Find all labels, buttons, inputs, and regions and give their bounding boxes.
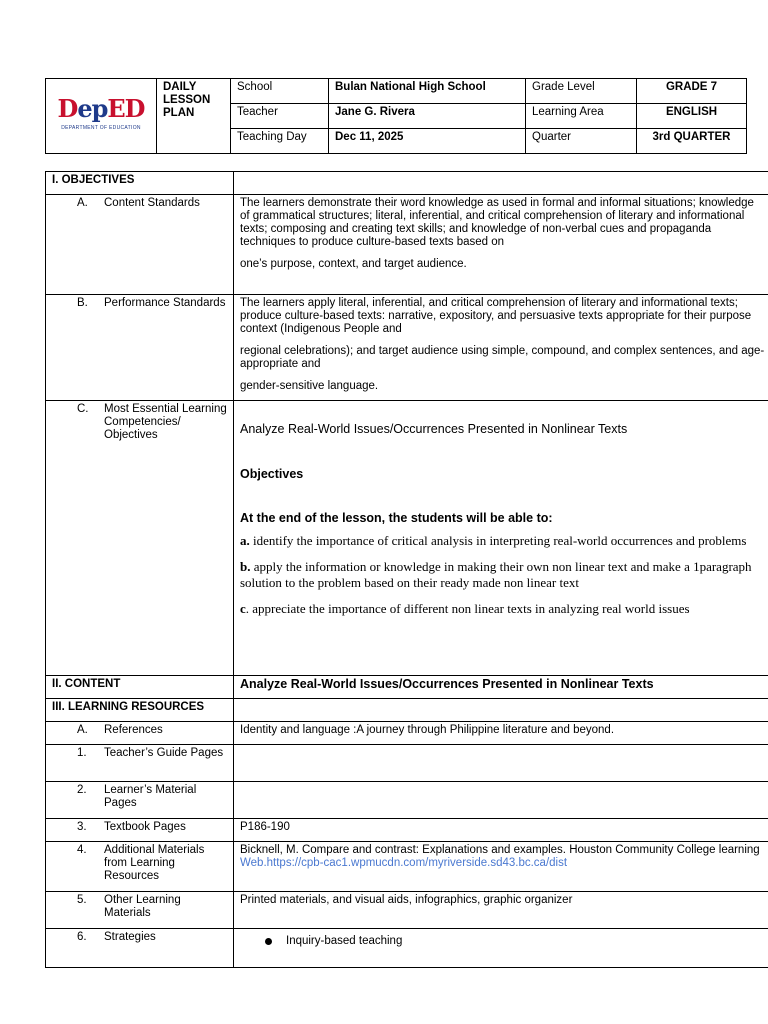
other-materials-row [46,892,768,929]
row-number: 3. [77,821,87,833]
content-row [46,676,768,699]
grade-value: GRADE 7 [637,79,747,104]
school-value: Bulan National High School [329,79,526,104]
learners-material-value [234,782,768,819]
row-label: Content Standards [104,197,200,209]
reference-link[interactable]: Web.https://cpb-cac1.wpmucdn.com/myriverside.sd43.bc.ca/dist [240,857,568,869]
additional-materials-value: Bicknell, M. Compare and contrast: Explanations and examples. Houston Community College learning Web.https://cpb-cac1.wpmucdn.com/myriverside.sd43.bc.ca/dist [234,842,768,892]
grade-label: Grade Level [526,79,637,104]
references-value: Identity and language :A journey through Philippine literature and beyond. [234,722,768,745]
performance-standards-text-2: regional celebrations); and target audience using simple, compound, and complex sentences, and age-appropriate and [240,345,765,370]
resources-header-row [46,699,768,722]
objectives-intro: At the end of the lesson, the students will be able to: [240,511,553,525]
content-value: Analyze Real-World Issues/Occurrences Presented in Nonlinear Texts [234,676,768,699]
row-number: 4. [77,844,87,856]
row-number: C. [77,403,89,415]
bullet-icon [265,938,272,945]
row-number: A. [77,724,88,736]
objectives-title: I. OBJECTIVES [46,172,234,195]
row-number: 1. [77,747,87,759]
performance-standards-text-3: gender-sensitive language. [240,380,379,392]
strategies-value [234,929,768,968]
teachers-guide-value [234,745,768,782]
area-label: Learning Area [526,104,637,129]
textbook-row [46,819,768,842]
row-label: Most Essential Learning Competencies/ Objectives [104,403,227,441]
teachers-guide-row [46,745,768,782]
row-number: 6. [77,931,87,943]
logo-subtitle: DEPARTMENT OF EDUCATION [61,125,141,131]
content-standards-row [46,195,768,295]
melc-row [46,401,768,676]
row-label: Learner’s Material Pages [104,784,197,809]
plan-label: DAILY LESSON PLAN [157,79,231,154]
row-label: Additional Materials from Learning Resources [104,844,205,882]
other-materials-value: Printed materials, and visual aids, infographics, graphic organizer [234,892,768,929]
row-label: Textbook Pages [104,821,186,833]
objective-c: c. appreciate the importance of different non linear texts in analyzing real world issues [240,601,690,616]
content-title: II. CONTENT [46,676,234,699]
strategies-row [46,929,768,968]
performance-standards-text: The learners apply literal, inferential, and critical comprehension of literary and informational texts; produce culture-based texts: narrative, expository, and persuasive texts appropriate for their purpose context (Indigenous People and [240,297,752,335]
deped-logo [50,94,152,135]
teacher-label: Teacher [231,104,329,129]
content-standards-text: The learners demonstrate their word knowledge as used in formal and informal situations; knowledge of grammatical structures; literal, inferential, and critical comprehension of literary and informational texts; composing and creating text skills; and knowledge of non-verbal cues and propaganda techniques to produce culture-based texts based on [240,197,754,248]
objective-b: b. apply the information or knowledge in making their own non linear text and make a 1paragraph solution to the problem based on their ready made non linear text [240,559,752,590]
logo-cell [46,79,157,154]
competency-text: Analyze Real-World Issues/Occurrences Presented in Nonlinear Texts [240,422,628,436]
quarter-value: 3rd QUARTER [637,129,747,154]
additional-materials-row [46,842,768,892]
textbook-value: P186-190 [234,819,768,842]
header-table [45,78,747,154]
row-number: 2. [77,784,87,796]
quarter-label: Quarter [526,129,637,154]
objectives-heading: Objectives [240,467,304,481]
references-row [46,722,768,745]
school-label: School [231,79,329,104]
row-label: Performance Standards [104,297,226,309]
row-number: B. [77,297,88,309]
day-label: Teaching Day [231,129,329,154]
row-label: Teacher’s Guide Pages [104,747,224,759]
row-number: A. [77,197,88,209]
logo-text: DepED [57,94,145,123]
objectives-header-row [46,172,768,195]
row-number: 5. [77,894,87,906]
resources-title: III. LEARNING RESOURCES [46,699,234,722]
area-value: ENGLISH [637,104,747,129]
objective-a: a. identify the importance of critical analysis in interpreting real-world occurrences and problems [240,533,747,548]
lesson-plan-table [45,171,768,968]
row-label: References [104,724,163,736]
performance-standards-row [46,295,768,401]
teacher-value: Jane G. Rivera [329,104,526,129]
content-standards-text-2: one’s purpose, context, and target audience. [240,258,467,270]
learners-material-row [46,782,768,819]
day-value: Dec 11, 2025 [329,129,526,154]
row-label: Strategies [104,931,156,943]
row-label: Other Learning Materials [104,894,181,919]
strategy-item: Inquiry-based teaching [240,935,766,948]
